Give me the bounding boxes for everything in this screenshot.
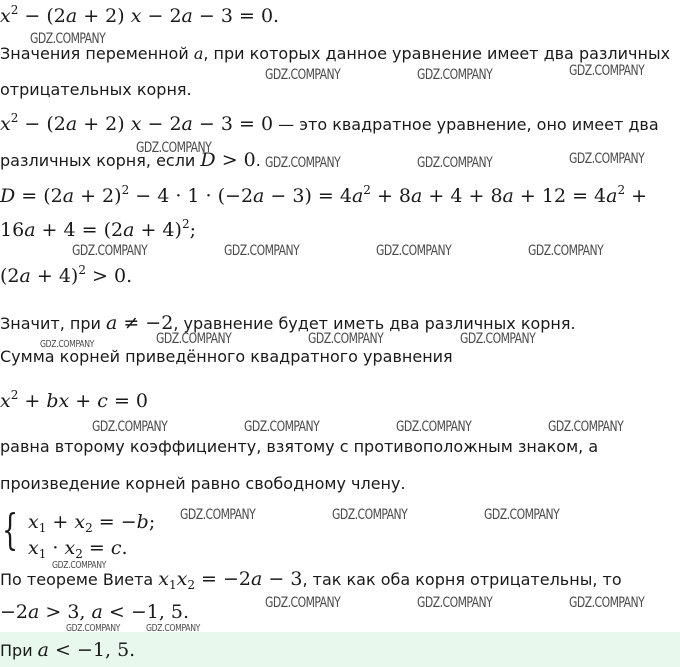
watermark: GDZ.COMPANY <box>224 243 300 259</box>
watermark: GDZ.COMPANY <box>156 331 232 347</box>
system-brace: { <box>2 505 19 554</box>
text-line: Значения переменной a, при которых данное уравнение имеет два различных <box>0 44 671 63</box>
system-line-2: $x_1 \cdot x_2 = c$. <box>28 537 128 561</box>
watermark: GDZ.COMPANY <box>136 140 212 156</box>
watermark: GDZ.COMPANY <box>146 623 201 634</box>
watermark: GDZ.COMPANY <box>396 419 472 435</box>
watermark: GDZ.COMPANY <box>417 595 493 611</box>
text-line: По теореме Виета $x_1x_2 = -2a - 3$, так как оба корня отрицательны, то <box>0 568 622 592</box>
text-line: Значит, при a ≠ −2, уравнение будет иметь два различных корня. <box>0 312 576 334</box>
system-line-1: $x_1 + x_2 = -b$; <box>28 511 156 535</box>
watermark: GDZ.COMPANY <box>417 155 493 171</box>
watermark: GDZ.COMPANY <box>265 595 341 611</box>
watermark: GDZ.COMPANY <box>460 331 536 347</box>
watermark: GDZ.COMPANY <box>569 63 645 79</box>
text-line: равна второму коэффициенту, взятому с противоположным знаком, а <box>0 437 599 456</box>
watermark: GDZ.COMPANY <box>308 331 384 347</box>
text-line: произведение корней равно свободному члену. <box>0 474 406 493</box>
text-line: Сумма корней приведённого квадратного уравнения <box>0 347 453 366</box>
watermark: GDZ.COMPANY <box>548 419 624 435</box>
equation-line: $16a + 4 = (2a + 4)^2$; <box>0 217 196 241</box>
watermark: GDZ.COMPANY <box>332 507 408 523</box>
watermark: GDZ.COMPANY <box>484 507 560 523</box>
watermark: GDZ.COMPANY <box>376 243 452 259</box>
watermark: GDZ.COMPANY <box>417 67 493 83</box>
watermark: GDZ.COMPANY <box>265 67 341 83</box>
text-line: $x^2 - (2a + 2) x - 2a - 3 = 0$ — это квадратное уравнение, оно имеет два <box>0 111 659 135</box>
watermark: GDZ.COMPANY <box>528 243 604 259</box>
watermark: GDZ.COMPANY <box>265 155 341 171</box>
watermark: GDZ.COMPANY <box>244 419 320 435</box>
watermark: GDZ.COMPANY <box>52 560 107 571</box>
text-line: отрицательных корня. <box>0 80 192 99</box>
watermark: GDZ.COMPANY <box>66 623 121 634</box>
watermark: GDZ.COMPANY <box>72 243 148 259</box>
equation-line: $x^2$ + bx + c = 0 <box>0 388 148 412</box>
equation-line: $D = (2a + 2)^2 - 4 \cdot 1 \cdot (-2a - 3) = 4a^2 + 8a + 4 + 8a + 12 = 4a^2$ + <box>0 183 648 207</box>
watermark: GDZ.COMPANY <box>40 339 95 350</box>
watermark: GDZ.COMPANY <box>30 31 106 47</box>
answer-text: При a < −1, 5. <box>0 639 136 661</box>
watermark: GDZ.COMPANY <box>92 419 168 435</box>
equation-line: $x^2 - (2a + 2) x - 2a - 3 = 0$. <box>0 3 280 27</box>
equation-line: −2a > 3, a < −1, 5. <box>0 601 190 623</box>
watermark: GDZ.COMPANY <box>180 507 256 523</box>
text-line: различных корня, если D > 0. <box>0 149 261 171</box>
watermark: GDZ.COMPANY <box>569 595 645 611</box>
equation-line: $(2a + 4)^2 > 0$. <box>0 263 133 287</box>
watermark: GDZ.COMPANY <box>569 151 645 167</box>
